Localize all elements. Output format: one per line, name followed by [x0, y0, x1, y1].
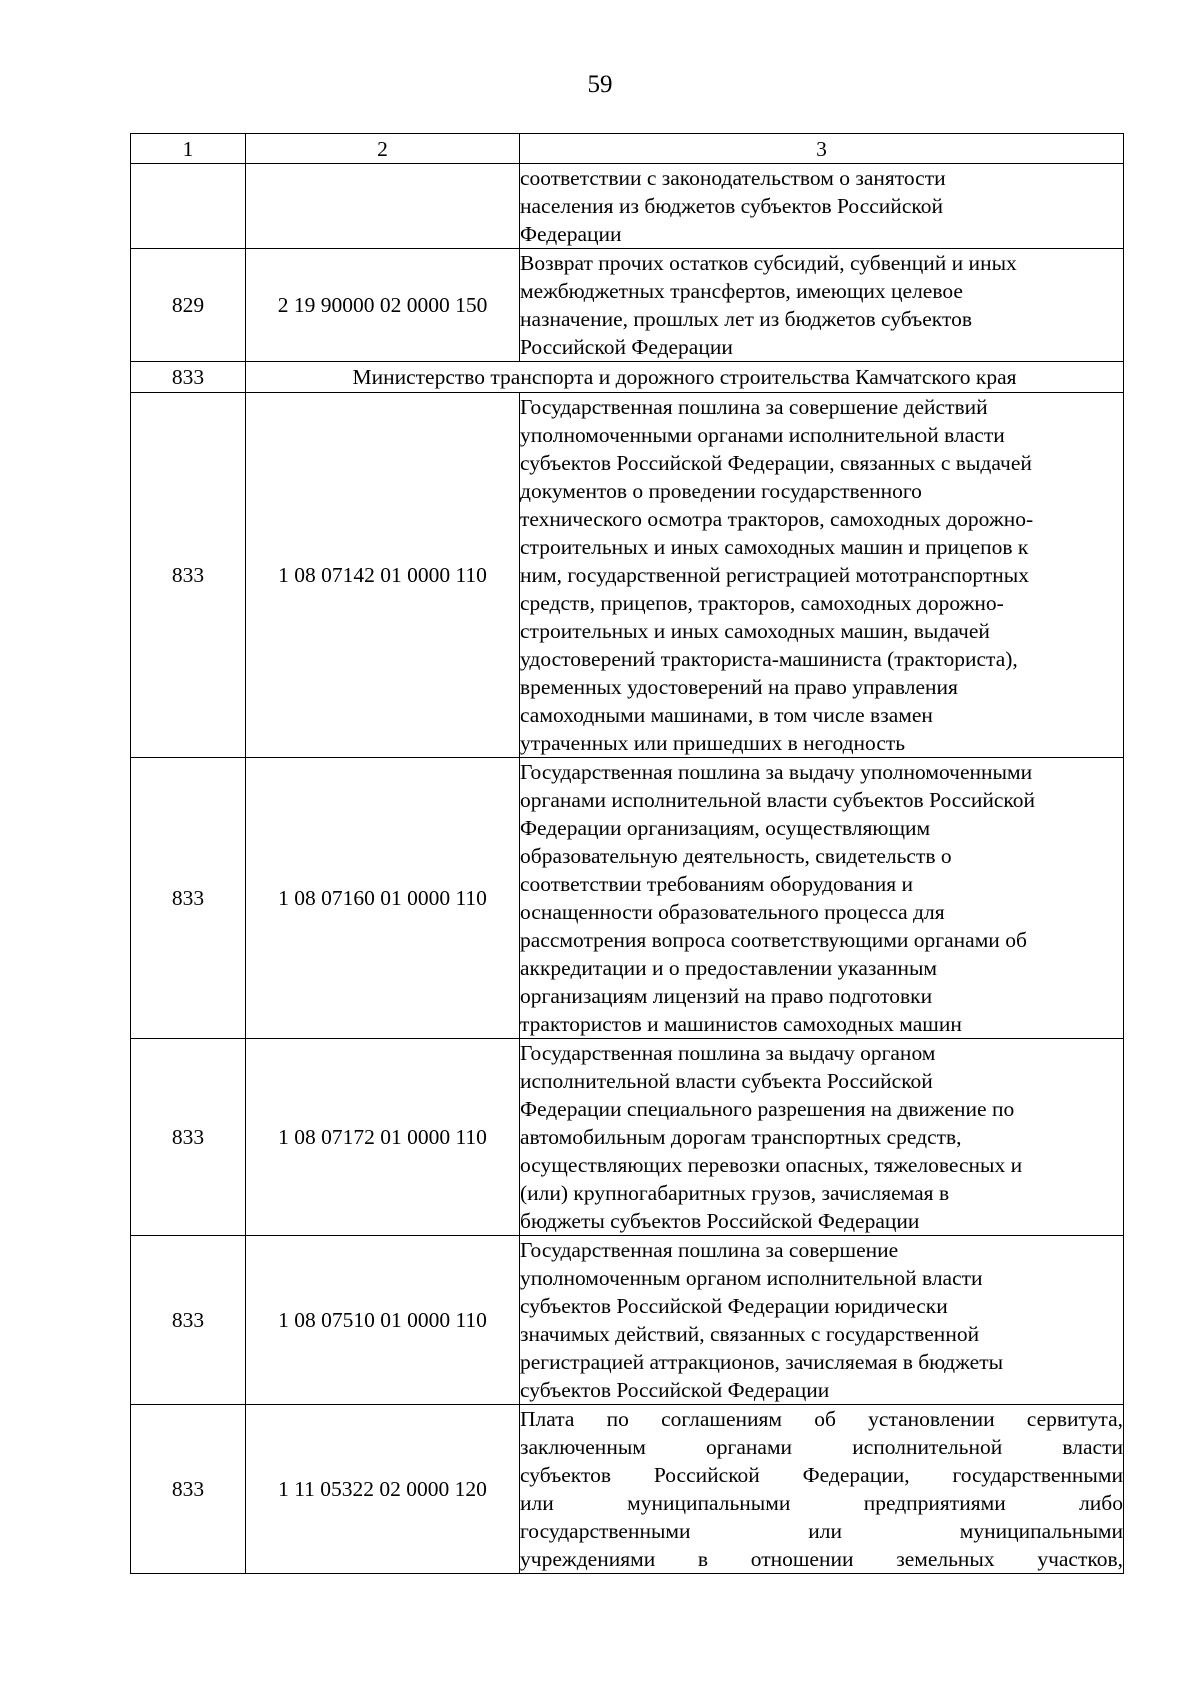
description-line: строительных и иных самоходных машин и прицепов к [520, 535, 1029, 559]
description-line: технического осмотра тракторов, самоходных дорожно- [520, 507, 1034, 531]
revenue-description-cell [520, 249, 1124, 362]
description-line: утраченных или пришедших в негодность [520, 731, 906, 755]
description-line: Федерации специального разрешения на движение по [520, 1097, 1015, 1121]
description-line: строительных и иных самоходных машин, выдачей [520, 619, 990, 643]
revenue-description-cell [520, 1405, 1124, 1574]
description-line: значимых действий, связанных с государственной [520, 1322, 980, 1346]
description-line: государственными или муниципальными [520, 1519, 1123, 1543]
page-number: 59 [587, 71, 613, 98]
admin-code-cell: 833 [131, 1405, 246, 1574]
description-line: аккредитации и о предоставлении указанным [520, 956, 938, 980]
description-line: рассмотрения вопроса соответствующими органами об [520, 928, 1027, 952]
description-line: населения из бюджетов субъектов Российской [520, 194, 943, 218]
description-line: субъектов Российской Федерации, государственными [520, 1463, 1123, 1487]
description-line: средств, прицепов, тракторов, самоходных дорожно- [520, 591, 1004, 615]
budget-code-cell: 2 19 90000 02 0000 150 [246, 249, 520, 362]
description-line: Федерации [520, 222, 622, 246]
description-line: ним, государственной регистрацией мототранспортных [520, 563, 1029, 587]
description-line: самоходными машинами, в том числе взамен [520, 703, 933, 727]
budget-code-cell: 1 08 07160 01 0000 110 [246, 758, 520, 1039]
budget-code-cell [246, 164, 520, 249]
table-row [131, 758, 1124, 1039]
table-row [131, 393, 1124, 758]
description-line: уполномоченным органом исполнительной власти [520, 1266, 983, 1290]
admin-code-cell [131, 164, 246, 249]
header-cell-2: 2 [246, 134, 520, 164]
description-line: органами исполнительной власти субъектов Российской [520, 788, 1036, 812]
revenue-description-cell [520, 1236, 1124, 1405]
header-cell-3: 3 [520, 134, 1124, 164]
table-header-row [131, 134, 1124, 164]
description-line: Государственная пошлина за совершение [520, 1238, 899, 1262]
description-line: заключенным органами исполнительной власти [520, 1435, 1123, 1459]
description-line: межбюджетных трансфертов, имеющих целевое [520, 279, 963, 303]
admin-code-cell: 833 [131, 362, 246, 393]
description-line: назначение, прошлых лет из бюджетов субъектов [520, 307, 972, 331]
revenue-description-cell [520, 164, 1124, 249]
description-line: или муниципальными предприятиями либо [520, 1491, 1123, 1515]
table-row [131, 1039, 1124, 1236]
description-line: субъектов Российской Федерации юридически [520, 1294, 948, 1318]
description-line: регистрацией аттракционов, зачисляемая в бюджеты [520, 1350, 1004, 1374]
description-line: бюджеты субъектов Российской Федерации [520, 1209, 920, 1233]
description-line: Возврат прочих остатков субсидий, субвенций и иных [520, 251, 1017, 275]
admin-code-cell: 829 [131, 249, 246, 362]
budget-code-cell: 1 08 07142 01 0000 110 [246, 393, 520, 758]
table-row [131, 164, 1124, 249]
description-line: соответствии требованиям оборудования и [520, 872, 913, 896]
description-line: Плата по соглашениям об установлении сервитута, [520, 1407, 1123, 1431]
description-line: Государственная пошлина за выдачу органом [520, 1041, 936, 1065]
description-line: Государственная пошлина за выдачу уполномоченными [520, 760, 1033, 784]
revenue-description-cell [520, 1039, 1124, 1236]
table-row [131, 249, 1124, 362]
budget-code-cell: 1 08 07510 01 0000 110 [246, 1236, 520, 1405]
description-line: образовательную деятельность, свидетельств о [520, 844, 952, 868]
description-line: Государственная пошлина за совершение действий [520, 395, 988, 419]
table-row [131, 362, 1124, 393]
table-row [131, 1405, 1124, 1574]
description-line: временных удостоверений на право управления [520, 675, 958, 699]
table-row [131, 1236, 1124, 1405]
description-line: трактористов и машинистов самоходных машин [520, 1012, 962, 1036]
revenue-codes-table [130, 133, 1124, 1574]
admin-code-cell: 833 [131, 1039, 246, 1236]
description-line: (или) крупногабаритных грузов, зачисляемая в [520, 1181, 950, 1205]
revenue-description-cell [520, 758, 1124, 1039]
description-line: осуществляющих перевозки опасных, тяжеловесных и [520, 1153, 1023, 1177]
ministry-name-cell: Министерство транспорта и дорожного строительства Камчатского края [246, 362, 1124, 393]
description-line: удостоверений тракториста-машиниста (тракториста), [520, 647, 1018, 671]
description-line: автомобильным дорогам транспортных средств, [520, 1125, 962, 1149]
description-line: субъектов Российской Федерации, связанных с выдачей [520, 451, 1032, 475]
header-cell-1: 1 [131, 134, 246, 164]
description-line: Федерации организациям, осуществляющим [520, 816, 931, 840]
description-line: Российской Федерации [520, 335, 733, 359]
description-line: уполномоченными органами исполнительной власти [520, 423, 1005, 447]
description-line: документов о проведении государственного [520, 479, 922, 503]
budget-code-cell: 1 11 05322 02 0000 120 [246, 1405, 520, 1574]
description-line: учреждениями в отношении земельных участков, [520, 1547, 1123, 1571]
description-line: соответствии с законодательством о занятости [520, 166, 946, 190]
admin-code-cell: 833 [131, 1236, 246, 1405]
description-line: субъектов Российской Федерации [520, 1378, 830, 1402]
admin-code-cell: 833 [131, 758, 246, 1039]
description-line: оснащенности образовательного процесса для [520, 900, 945, 924]
revenue-description-cell [520, 393, 1124, 758]
description-line: организациям лицензий на право подготовки [520, 984, 933, 1008]
budget-code-cell: 1 08 07172 01 0000 110 [246, 1039, 520, 1236]
admin-code-cell: 833 [131, 393, 246, 758]
description-line: исполнительной власти субъекта Российской [520, 1069, 933, 1093]
